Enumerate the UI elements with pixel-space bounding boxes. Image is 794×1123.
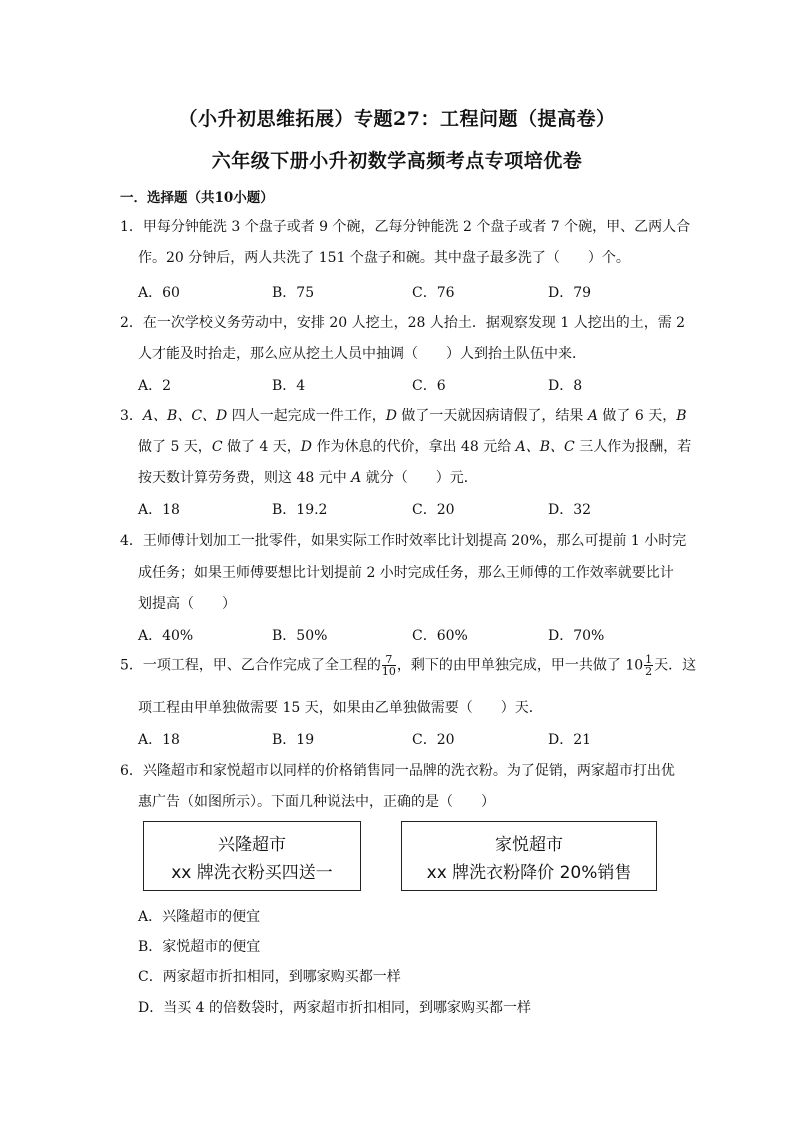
question-5-line-2: 项工程由甲单独做需要 15 天，如果由乙单独做需要（ ）天． bbox=[138, 700, 543, 716]
ad-box-xinglong bbox=[143, 821, 361, 891]
question-6-line-1: 6．兴隆超市和家悦超市以同样的价格销售同一品牌的洗衣粉。为了促销，两家超市打出优 bbox=[120, 763, 675, 779]
question-2-option-c: C．6 bbox=[412, 378, 446, 394]
question-2-line-2: 人才能及时抬走，那么应从挖土人员中抽调（ ）人到抬土队伍中来． bbox=[138, 346, 586, 362]
ad-box-jiayue bbox=[401, 821, 657, 891]
question-5-option-b: B．19 bbox=[272, 732, 315, 748]
question-5-option-d: D．21 bbox=[548, 732, 592, 748]
question-6-option-b: B．家悦超市的便宜 bbox=[138, 939, 261, 955]
question-3-option-d: D．32 bbox=[548, 502, 592, 518]
question-4-line-3: 划提高（ ） bbox=[138, 596, 236, 612]
question-1-option-d: D．79 bbox=[548, 285, 592, 301]
question-1-line-2: 作。20 分钟后，两人共洗了 151 个盘子和碗。其中盘子最多洗了（ ）个。 bbox=[138, 250, 630, 266]
question-4-line-1: 4．王师傅计划加工一批零件，如果实际工作时效率比计划提高 20%，那么可提前 1 小时完 bbox=[120, 533, 687, 549]
question-3-option-c: C．20 bbox=[412, 502, 455, 518]
question-4-option-c: C．60% bbox=[412, 628, 468, 644]
section-heading: 一．选择题（共10小题） bbox=[120, 190, 274, 206]
question-6-option-c: C．两家超市折扣相同，到哪家购买都一样 bbox=[138, 969, 401, 985]
question-2-option-b: B．4 bbox=[272, 378, 306, 394]
question-1-option-b: B．75 bbox=[272, 285, 315, 301]
question-4-line-2: 成任务；如果王师傅要想比计划提前 2 小时完成任务，那么王师傅的工作效率就要比计 bbox=[138, 565, 674, 581]
fraction-one-half: $\frac{1}{2}$ bbox=[645, 653, 653, 678]
ad-box-jiayue-text: xx 牌洗衣粉降价 20%销售 bbox=[426, 863, 632, 883]
question-2-option-d: D．8 bbox=[548, 378, 583, 394]
question-3-line-2: 做了 5 天，C 做了 4 天，D 作为休息的代价，拿出 48 元给 A、B、C 三人作为报酬，若 bbox=[138, 439, 692, 455]
question-1-line-1: 1．甲每分钟能洗 3 个盘子或者 9 个碗，乙每分钟能洗 2 个盘子或者 7 个碗，甲、乙两人合 bbox=[120, 219, 691, 235]
question-5-option-c: C．20 bbox=[412, 732, 455, 748]
question-2-option-a: A．2 bbox=[138, 378, 172, 394]
ad-box-xinglong-text: xx 牌洗衣粉买四送一 bbox=[171, 863, 333, 883]
question-6-option-d: D．当买 4 的倍数袋时，两家超市折扣相同，到哪家购买都一样 bbox=[138, 1000, 532, 1016]
question-2-line-1: 2．在一次学校义务劳动中，安排 20 人挖土，28 人抬土．据观察发现 1 人挖出的土，需 2 bbox=[120, 315, 686, 331]
question-3-line-3: 按天数计算劳务费，则这 48 元中 A 就分（ ）元． bbox=[138, 470, 478, 486]
question-3-option-a: A．18 bbox=[138, 502, 180, 518]
question-4-option-b: B．50% bbox=[272, 628, 328, 644]
ad-box-xinglong-title: 兴隆超市 bbox=[218, 835, 286, 855]
question-6-option-a: A．兴隆超市的便宜 bbox=[138, 909, 261, 925]
document-title: （小升初思维拓展）专题27：工程问题（提高卷） bbox=[178, 108, 616, 130]
document-subtitle: 六年级下册小升初数学高频考点专项培优卷 bbox=[211, 150, 583, 172]
question-6-line-2: 惠广告（如图所示）。下面几种说法中，正确的是（ ） bbox=[138, 794, 495, 810]
question-4-option-a: A．40% bbox=[138, 628, 194, 644]
question-3-line-1: 3．A、B、C、D 四人一起完成一件工作，D 做了一天就因病请假了，结果 A 做了 6 天，B bbox=[120, 408, 687, 424]
question-3-option-b: B．19.2 bbox=[272, 502, 328, 518]
question-5-line-1: 5．一项工程，甲、乙合作完成了全工程的 $\frac{7}{10}$ ，剩下的由甲单独完成，甲一共做了 10 $\frac{1}{2}$ 天．这 bbox=[120, 653, 697, 678]
ad-box-jiayue-title: 家悦超市 bbox=[495, 835, 563, 855]
question-4-option-d: D．70% bbox=[548, 628, 605, 644]
question-1-option-c: C．76 bbox=[412, 285, 455, 301]
fraction-seven-tenths: $\frac{7}{10}$ bbox=[381, 653, 396, 678]
question-1-option-a: A．60 bbox=[138, 285, 180, 301]
question-5-option-a: A．18 bbox=[138, 732, 180, 748]
